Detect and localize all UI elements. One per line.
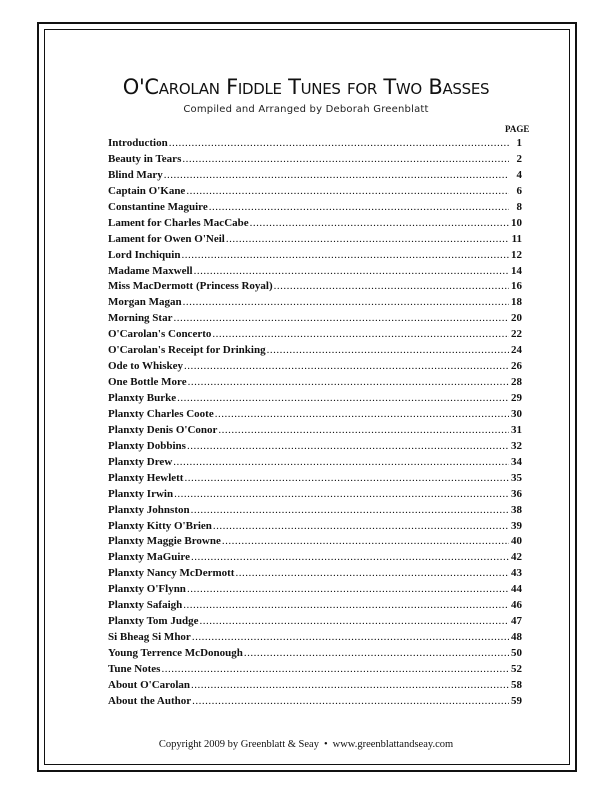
toc-dot-leader	[184, 360, 509, 372]
toc-entry[interactable]	[108, 599, 522, 615]
toc-entry-title: Planxty Nancy McDermott	[108, 567, 235, 580]
toc-entry-page: 42	[511, 551, 522, 564]
copyright-text: Copyright 2009 by Greenblatt & Seay	[158, 739, 319, 750]
toc-entry-page: 31	[511, 423, 522, 436]
toc-entry-title: One Bottle More	[108, 376, 187, 389]
toc-dot-leader	[182, 153, 509, 165]
toc-entry-page: 34	[511, 455, 522, 468]
toc-entry[interactable]	[108, 567, 522, 583]
toc-entry[interactable]	[108, 583, 522, 599]
toc-entry[interactable]	[108, 344, 522, 360]
toc-entry-page: 35	[511, 471, 522, 484]
toc-entry-title: Introduction	[108, 137, 168, 149]
toc-entry-title: Captain O'Kane	[108, 184, 186, 197]
toc-entry-page: 11	[511, 232, 522, 245]
toc-entry-title: Planxty O'Flynn	[108, 583, 186, 596]
toc-entry-title: Constantine Maguire	[108, 200, 208, 213]
toc-entry-title: Lament for Owen O'Neil	[108, 232, 225, 245]
toc-entry[interactable]	[108, 520, 522, 536]
toc-entry[interactable]	[108, 488, 522, 504]
toc-dot-leader	[222, 535, 509, 547]
toc-entry-page: 12	[511, 248, 522, 261]
toc-entry[interactable]	[108, 217, 522, 233]
toc-entry-page: 48	[511, 631, 522, 644]
toc-dot-leader	[192, 631, 509, 643]
toc-entry-page: 14	[511, 264, 522, 277]
toc-entry[interactable]	[108, 551, 522, 567]
toc-entry-page: 20	[511, 312, 522, 325]
toc-entry-title: O'Carolan's Receipt for Drinking	[108, 344, 266, 357]
toc-dot-leader	[209, 201, 509, 213]
toc-entry-title: Planxty Denis O'Conor	[108, 423, 218, 436]
toc-dot-leader	[191, 679, 509, 691]
toc-entry-page: 46	[511, 599, 522, 612]
toc-entry-title: Beauty in Tears	[108, 152, 182, 165]
toc-entry[interactable]	[108, 456, 522, 472]
toc-dot-leader	[250, 217, 509, 229]
toc-entry[interactable]	[108, 647, 522, 663]
toc-dot-leader	[226, 233, 509, 245]
toc-dot-leader	[184, 472, 509, 484]
toc-entry-page: 36	[511, 487, 522, 500]
toc-dot-leader	[181, 249, 509, 261]
toc-entry-page: 39	[511, 519, 522, 532]
toc-entry[interactable]	[108, 376, 522, 392]
toc-entry-page: 26	[511, 360, 522, 373]
toc-entry-title: Si Bheag Si Mhor	[108, 631, 191, 644]
toc-entry-page: 50	[511, 647, 522, 659]
toc-entry-title: Lament for Charles MacCabe	[108, 216, 249, 229]
toc-dot-leader	[183, 296, 509, 308]
toc-dot-leader	[177, 392, 509, 404]
toc-dot-leader	[188, 376, 509, 388]
toc-entry[interactable]	[108, 280, 522, 296]
toc-entry[interactable]	[108, 695, 522, 711]
toc-dot-leader	[174, 488, 509, 500]
toc-entry-title: Planxty Burke	[108, 392, 177, 404]
toc-entry[interactable]	[108, 535, 522, 551]
toc-dot-leader	[244, 647, 509, 659]
toc-entry-page: 2	[516, 152, 522, 165]
website-link[interactable]: www.greenblattandseay.com	[332, 739, 454, 750]
toc-entry-title: Planxty Charles Coote	[108, 407, 214, 420]
page-title: O'Carolan Fiddle Tunes for Two Basses	[122, 75, 490, 99]
toc-entry-title: Planxty Johnston	[108, 503, 190, 516]
toc-entry-title: Blind Mary	[108, 168, 163, 181]
toc-entry[interactable]	[108, 408, 522, 424]
toc-entry-title: Lord Inchiquin	[108, 248, 181, 261]
toc-entry-title: Morgan Magan	[108, 296, 182, 309]
toc-entry-page: 40	[511, 535, 522, 548]
toc-entry-title: Planxty Safaigh	[108, 599, 183, 612]
toc-entry-page: 6	[516, 184, 522, 197]
toc-entry-title: Planxty Tom Judge	[108, 615, 199, 628]
toc-dot-leader	[199, 615, 509, 627]
toc-entry[interactable]	[108, 201, 522, 217]
toc-dot-leader	[267, 344, 509, 356]
toc-entry-title: Planxty Drew	[108, 455, 173, 468]
table-of-contents	[108, 137, 522, 711]
toc-entry[interactable]	[108, 249, 522, 265]
toc-entry-title: Planxty Dobbins	[108, 439, 186, 452]
toc-dot-leader	[192, 695, 509, 707]
toc-entry-page: 28	[511, 376, 522, 389]
toc-entry-title: About O'Carolan	[108, 678, 191, 691]
toc-dot-leader	[173, 456, 509, 468]
toc-entry-title: Planxty Hewlett	[108, 471, 184, 484]
toc-dot-leader	[186, 185, 509, 197]
toc-entry[interactable]	[108, 424, 522, 440]
toc-entry-page: 1	[516, 137, 522, 149]
toc-dot-leader	[194, 265, 509, 277]
toc-dot-leader	[173, 312, 509, 324]
toc-entry[interactable]	[108, 328, 522, 344]
page-subtitle: Compiled and Arranged by Deborah Greenblatt	[183, 104, 429, 115]
toc-entry-page: 8	[516, 200, 522, 213]
toc-entry-page: 59	[511, 694, 522, 707]
toc-entry-page: 38	[511, 503, 522, 516]
toc-entry-page: 44	[511, 583, 522, 596]
toc-entry[interactable]	[108, 137, 522, 153]
toc-entry-page: 10	[511, 216, 522, 229]
toc-entry-page: 16	[511, 280, 522, 293]
toc-dot-leader	[187, 583, 509, 595]
toc-entry-page: 52	[511, 662, 522, 675]
toc-dot-leader	[169, 137, 509, 149]
toc-entry-page: 18	[511, 296, 522, 309]
toc-entry-title: Miss MacDermott (Princess Royal)	[108, 280, 273, 293]
toc-entry[interactable]	[108, 169, 522, 185]
toc-entry-page: 4	[516, 168, 522, 181]
toc-dot-leader	[164, 169, 509, 181]
toc-dot-leader	[191, 504, 509, 516]
toc-dot-leader	[218, 424, 509, 436]
toc-entry[interactable]	[108, 631, 522, 647]
toc-entry[interactable]	[108, 185, 522, 201]
toc-entry-title: About the Author	[108, 694, 192, 707]
toc-entry-page: 58	[511, 678, 522, 691]
toc-entry-page: 47	[511, 615, 522, 628]
toc-entry-title: O'Carolan's Concerto	[108, 328, 212, 341]
toc-dot-leader	[187, 440, 509, 452]
toc-entry[interactable]	[108, 663, 522, 679]
toc-entry-title: Planxty Kitty O'Brien	[108, 519, 212, 532]
toc-entry[interactable]	[108, 296, 522, 312]
toc-entry-title: Ode to Whiskey	[108, 360, 183, 373]
toc-entry-page: 29	[511, 392, 522, 404]
toc-entry[interactable]	[108, 440, 522, 456]
toc-entry-title: Planxty Maggie Browne	[108, 535, 221, 548]
toc-entry[interactable]	[108, 504, 522, 520]
toc-entry-title: Tune Notes	[108, 662, 161, 675]
toc-dot-leader	[213, 520, 509, 532]
toc-entry-title: Young Terrence McDonough	[108, 647, 243, 659]
toc-entry-title: Planxty Irwin	[108, 487, 174, 500]
footer	[0, 739, 612, 750]
toc-entry-page: 32	[511, 439, 522, 452]
toc-entry-title: Madame Maxwell	[108, 264, 193, 277]
toc-entry-page: 22	[511, 328, 522, 341]
toc-entry[interactable]	[108, 265, 522, 281]
page-column-label: PAGE	[505, 124, 530, 134]
toc-entry[interactable]	[108, 679, 522, 695]
toc-entry[interactable]	[108, 153, 522, 169]
toc-entry[interactable]	[108, 615, 522, 631]
toc-dot-leader	[161, 663, 509, 675]
toc-dot-leader	[212, 328, 509, 340]
toc-entry-page: 24	[511, 344, 522, 357]
toc-entry-page: 30	[511, 407, 522, 420]
toc-entry-title: Planxty MaGuire	[108, 551, 190, 564]
toc-dot-leader	[235, 567, 509, 579]
toc-entry[interactable]	[108, 472, 522, 488]
toc-entry[interactable]	[108, 233, 522, 249]
toc-entry-title: Morning Star	[108, 312, 173, 325]
toc-dot-leader	[183, 599, 509, 611]
toc-entry[interactable]	[108, 360, 522, 376]
toc-entry[interactable]	[108, 392, 522, 408]
footer-separator: •	[323, 739, 328, 750]
toc-entry[interactable]	[108, 312, 522, 328]
toc-entry-page: 43	[511, 567, 522, 580]
toc-dot-leader	[191, 551, 509, 563]
toc-dot-leader	[215, 408, 509, 420]
toc-dot-leader	[274, 280, 509, 292]
